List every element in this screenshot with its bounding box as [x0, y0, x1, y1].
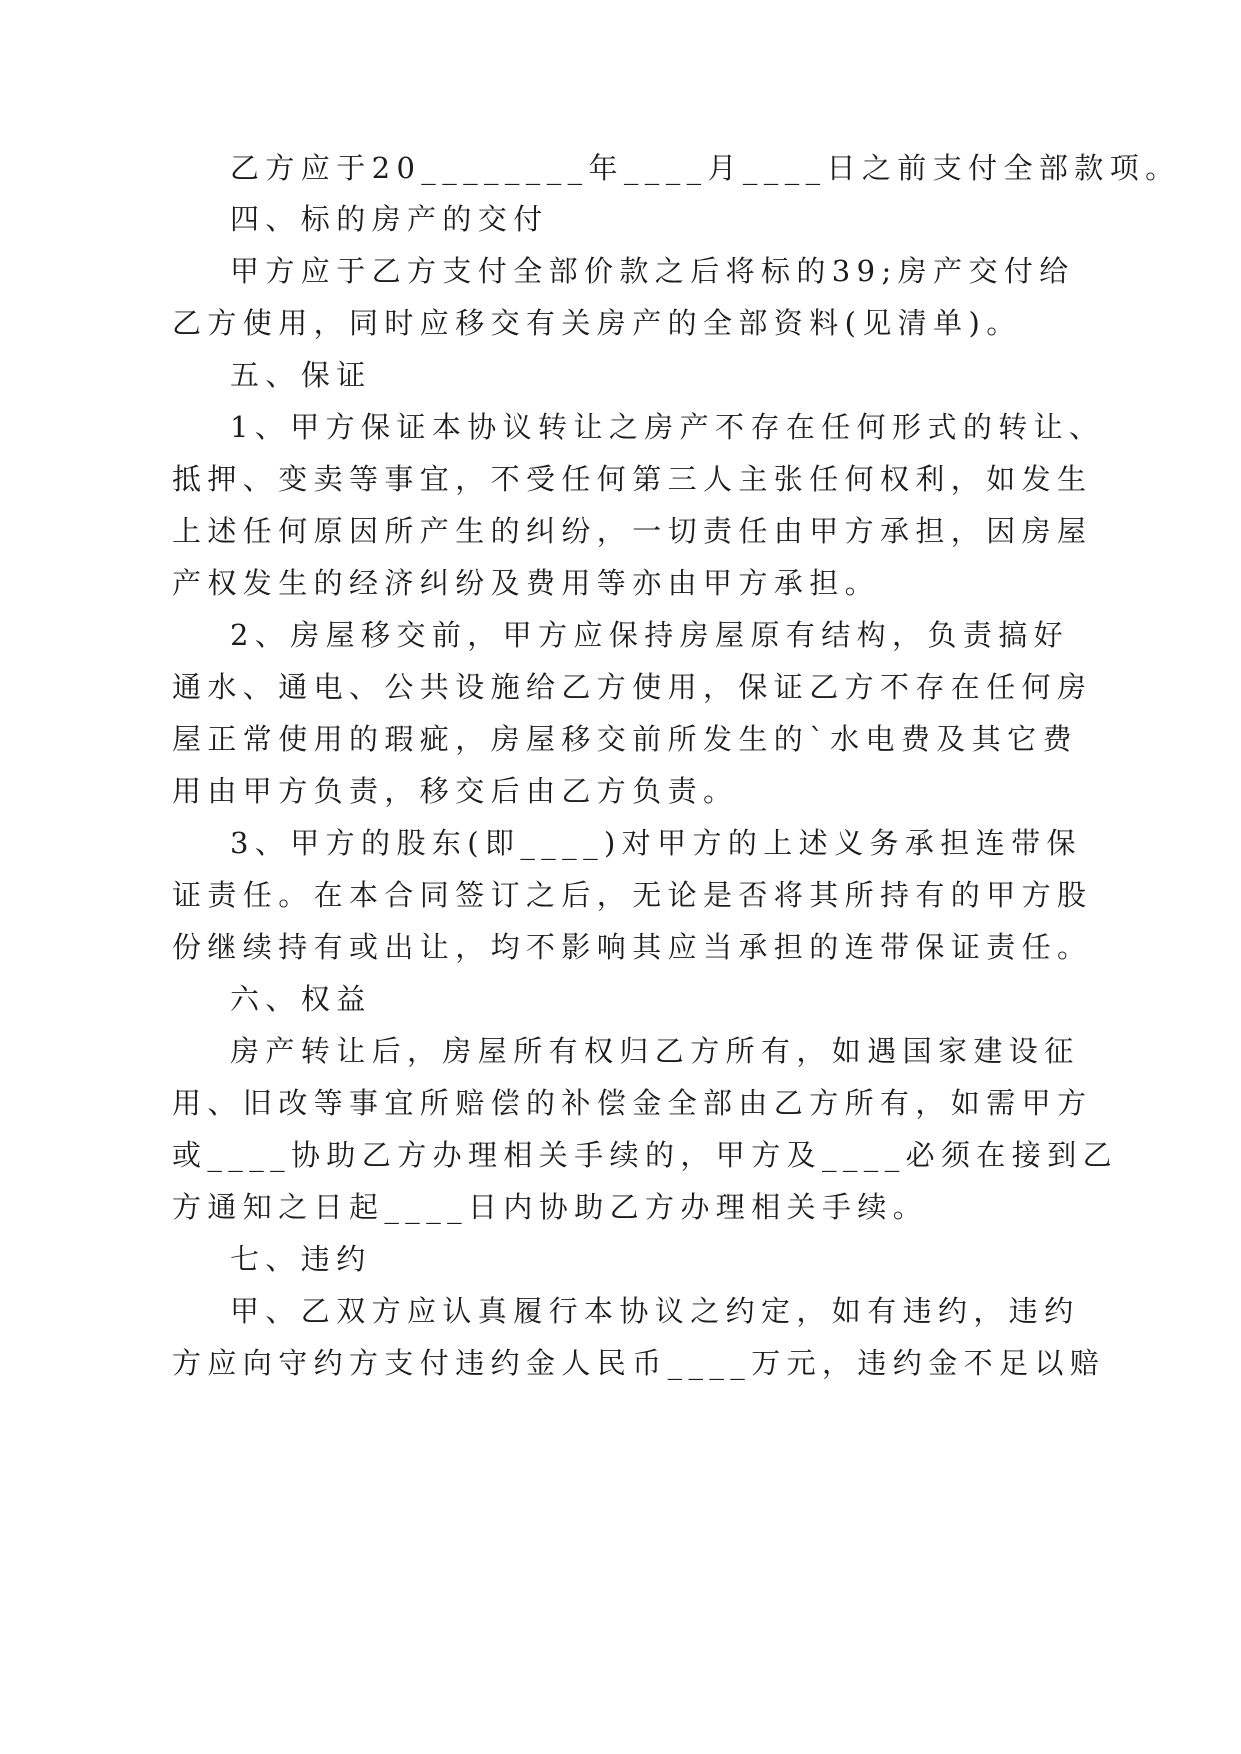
section-heading: 四、标的房产的交付	[230, 202, 549, 236]
text-line: 房产转让后，房屋所有权归乙方所有，如遇国家建设征	[230, 1034, 1080, 1068]
text-line: 乙方应于20________年____月____日之前支付全部款项。	[230, 151, 1181, 185]
text-line: 或____协助乙方办理相关手续的，甲方及____必须在接到乙	[172, 1138, 1119, 1172]
text-line: 方应向守约方支付违约金人民币____万元，违约金不足以赔	[172, 1346, 1106, 1380]
text-line: 用、旧改等事宜所赔偿的补偿金全部由乙方所有，如需甲方	[172, 1086, 1093, 1120]
section-heading: 五、保证	[230, 358, 372, 392]
text-line: 甲、乙双方应认真履行本协议之约定，如有违约，违约	[230, 1294, 1080, 1328]
text-line: 甲方应于乙方支付全部价款之后将标的39;房产交付给	[230, 254, 1075, 288]
section-heading: 六、权益	[230, 982, 372, 1016]
text-line: 乙方使用，同时应移交有关房产的全部资料(见清单)。	[172, 306, 1022, 340]
text-line: 3、甲方的股东(即____)对甲方的上述义务承担连带保	[230, 826, 1082, 860]
text-line: 1、甲方保证本协议转让之房产不存在任何形式的转让、	[230, 410, 1105, 444]
text-line: 抵押、变卖等事宜，不受任何第三人主张任何权利，如发生	[172, 462, 1093, 496]
text-line: 2、房屋移交前，甲方应保持房屋原有结构，负责搞好	[230, 618, 1070, 652]
text-line: 上述任何原因所产生的纠纷，一切责任由甲方承担，因房屋	[172, 514, 1093, 548]
text-line: 产权发生的经济纠纷及费用等亦由甲方承担。	[172, 566, 881, 600]
text-line: 用由甲方负责，移交后由乙方负责。	[172, 774, 739, 808]
text-line: 通水、通电、公共设施给乙方使用，保证乙方不存在任何房	[172, 670, 1093, 704]
section-heading: 七、违约	[230, 1242, 372, 1276]
text-line: 屋正常使用的瑕疵，房屋移交前所发生的`水电费及其它费	[172, 722, 1078, 756]
text-line: 证责任。在本合同签订之后，无论是否将其所持有的甲方股	[172, 878, 1093, 912]
text-line: 方通知之日起____日内协助乙方办理相关手续。	[172, 1190, 929, 1224]
text-line: 份继续持有或出让，均不影响其应当承担的连带保证责任。	[172, 930, 1093, 964]
